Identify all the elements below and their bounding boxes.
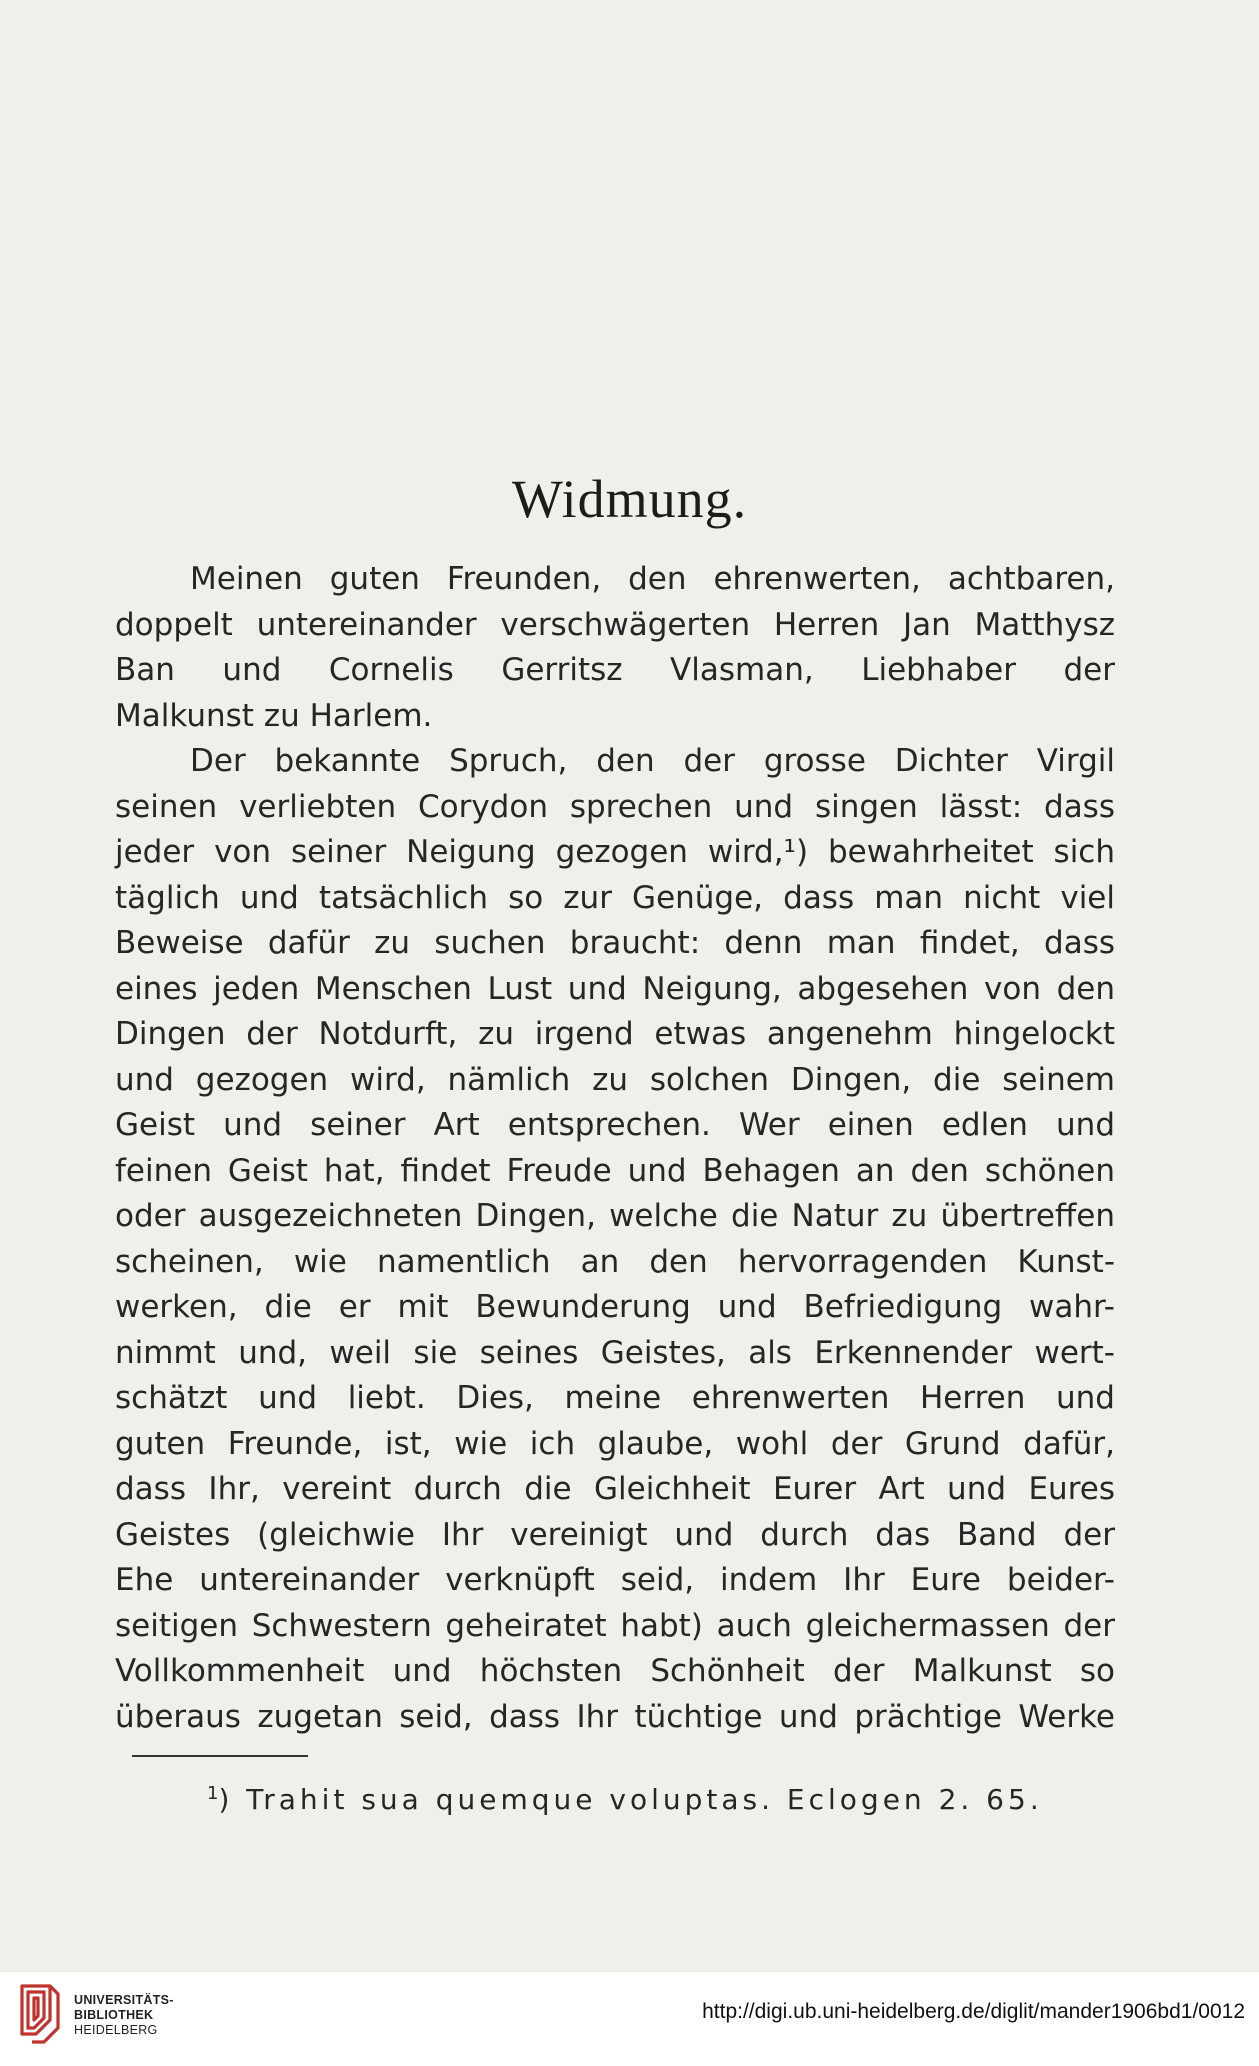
text-line: jeder von seiner Neigung gezogen wird,¹) bewahrheitet sich (115, 834, 1115, 870)
text-line: Meinen guten Freunden, den ehrenwerten, achtbaren, (190, 561, 1115, 597)
text-line: seitigen Schwestern geheiratet habt) auch gleichermassen der (115, 1607, 1115, 1644)
logo-line: HEIDELBERG (74, 2023, 158, 2037)
logo-line: UNIVERSITÄTS- (74, 1993, 174, 2007)
source-url: http://digi.ub.uni-heidelberg.de/diglit/mander1906bd1/0012 (702, 2000, 1245, 2023)
page-title: Widmung. (511, 469, 748, 529)
footnote-marker: 1 (207, 1783, 219, 1804)
library-logo-text (74, 1993, 174, 2038)
text-line: feinen Geist hat, findet Freude und Behagen an den schönen (115, 1152, 1115, 1189)
text-line: Dingen der Notdurft, zu irgend etwas angenehm hingelockt (115, 1016, 1115, 1052)
paragraph-body (115, 739, 1115, 1740)
text-line: schätzt und liebt. Dies, meine ehrenwerten Herren und (115, 1380, 1115, 1416)
text-line: Geistes (gleichwie Ihr vereinigt und durch das Band der (115, 1516, 1115, 1553)
text-line: dass Ihr, vereint durch die Gleichheit Eurer Art und Eures (115, 1471, 1115, 1507)
text-line: Ban und Cornelis Gerritsz Vlasman, Liebhaber der (115, 652, 1115, 688)
text-line: nimmt und, weil sie seines Geistes, als Erkennender wert- (115, 1334, 1115, 1371)
text-line: Malkunst zu Harlem. (115, 697, 433, 734)
text-line: eines jeden Menschen Lust und Neigung, abgesehen von den (115, 970, 1115, 1007)
footnote (207, 1783, 1043, 1816)
text-line: und gezogen wird, nämlich zu solchen Dingen, die seinem (115, 1061, 1115, 1098)
text-line: werken, die er mit Bewunderung und Befriedigung wahr- (115, 1289, 1115, 1325)
footnote-text: ) Trahit sua quemque voluptas. Eclogen 2. 65. (218, 1783, 1043, 1816)
text-line: seinen verliebten Corydon sprechen und singen lässt: dass (115, 788, 1115, 825)
text-line: überaus zugetan seid, dass Ihr tüchtige und prächtige Werke (115, 1698, 1115, 1735)
text-line: scheinen, wie namentlich an den hervorragenden Kunst- (115, 1243, 1115, 1280)
footnote-divider (132, 1755, 308, 1757)
text-line: Vollkommenheit und höchsten Schönheit der Malkunst so (115, 1653, 1115, 1689)
library-logo-icon (14, 1980, 64, 2044)
text-line: doppelt untereinander verschwägerten Herren Jan Matthysz (115, 606, 1115, 643)
text-line: Geist und seiner Art entsprechen. Wer einen edlen und (115, 1107, 1115, 1143)
text-line: Der bekannte Spruch, den der grosse Dichter Virgil (190, 743, 1115, 779)
paragraph-dedication (115, 557, 1115, 739)
text-line: Beweise dafür zu suchen braucht: denn man findet, dass (115, 925, 1115, 961)
text-line: guten Freunde, ist, wie ich glaube, wohl der Grund dafür, (115, 1425, 1115, 1462)
text-line: oder ausgezeichneten Dingen, welche die Natur zu übertreffen (115, 1198, 1115, 1234)
text-line: Ehe untereinander verknüpft seid, indem Ihr Eure beider- (115, 1562, 1115, 1598)
text-line: täglich und tatsächlich so zur Genüge, dass man nicht viel (115, 879, 1115, 916)
logo-line: BIBLIOTHEK (74, 2008, 154, 2022)
